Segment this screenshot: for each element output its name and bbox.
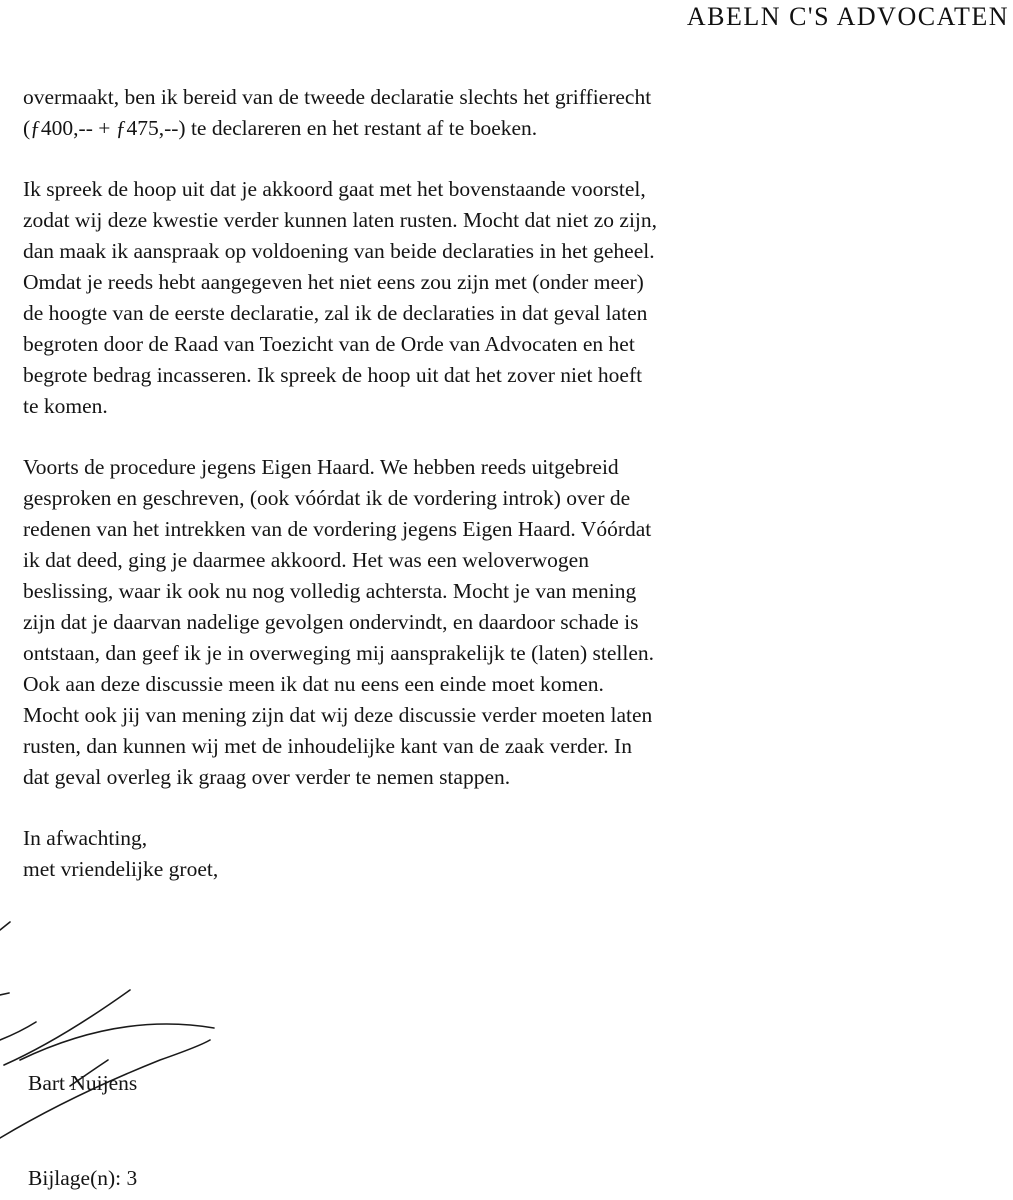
closing-line: In afwachting, [23, 826, 148, 850]
text-line: de hoogte van de eerste declaratie, zal ik de declaraties in dat geval laten [23, 301, 648, 325]
closing-line: met vriendelijke groet, [23, 857, 219, 881]
letterhead: ABELN C'S ADVOCATEN [686, 2, 1009, 31]
text-line: te komen. [23, 394, 108, 418]
attachments-count: Bijlage(n): 3 [28, 1166, 138, 1190]
signer-name: Bart Nuijens [28, 1071, 138, 1095]
text-line: overmaakt, ben ik bereid van de tweede declaratie slechts het griffierecht [23, 85, 652, 109]
text-line: beslissing, waar ik ook nu nog volledig achtersta. Mocht je van mening [23, 579, 637, 603]
text-line: gesproken en geschreven, (ook vóórdat ik de vordering introk) over de [23, 486, 631, 510]
text-line: Ook aan deze discussie meen ik dat nu eens een einde moet komen. [23, 672, 604, 696]
text-line: begrote bedrag incasseren. Ik spreek de hoop uit dat het zover niet hoeft [23, 363, 643, 387]
text-line: dan maak ik aanspraak op voldoening van beide declaraties in het geheel. [23, 239, 655, 263]
text-line: Omdat je reeds hebt aangegeven het niet eens zou zijn met (onder meer) [23, 270, 644, 294]
paragraph-eigen-haard [23, 452, 823, 793]
paragraph-fee-proposal [23, 82, 823, 144]
text-line: zijn dat je daarvan nadelige gevolgen ondervindt, en daardoor schade is [23, 610, 639, 634]
text-line: ik dat deed, ging je daarmee akkoord. Het was een weloverwogen [23, 548, 589, 572]
handwritten-signature [0, 900, 260, 1160]
text-line: begroten door de Raad van Toezicht van de Orde van Advocaten en het [23, 332, 635, 356]
text-line: redenen van het intrekken van de vordering jegens Eigen Haard. Vóórdat [23, 517, 652, 541]
text-line: Ik spreek de hoop uit dat je akkoord gaat met het bovenstaande voorstel, [23, 177, 646, 201]
text-line: Mocht ook jij van mening zijn dat wij deze discussie verder moeten laten [23, 703, 653, 727]
closing [23, 823, 823, 885]
paragraph-agreement [23, 174, 823, 422]
text-line: zodat wij deze kwestie verder kunnen laten rusten. Mocht dat niet zo zijn, [23, 208, 658, 232]
text-line: Voorts de procedure jegens Eigen Haard. We hebben reeds uitgebreid [23, 455, 619, 479]
text-line: (ƒ400,-- + ƒ475,--) te declareren en het restant af te boeken. [23, 116, 538, 140]
text-line: rusten, dan kunnen wij met de inhoudelijke kant van de zaak verder. In [23, 734, 632, 758]
text-line: dat geval overleg ik graag over verder te nemen stappen. [23, 765, 511, 789]
letter-body [23, 82, 823, 885]
text-line: ontstaan, dan geef ik je in overweging mij aansprakelijk te (laten) stellen. [23, 641, 655, 665]
